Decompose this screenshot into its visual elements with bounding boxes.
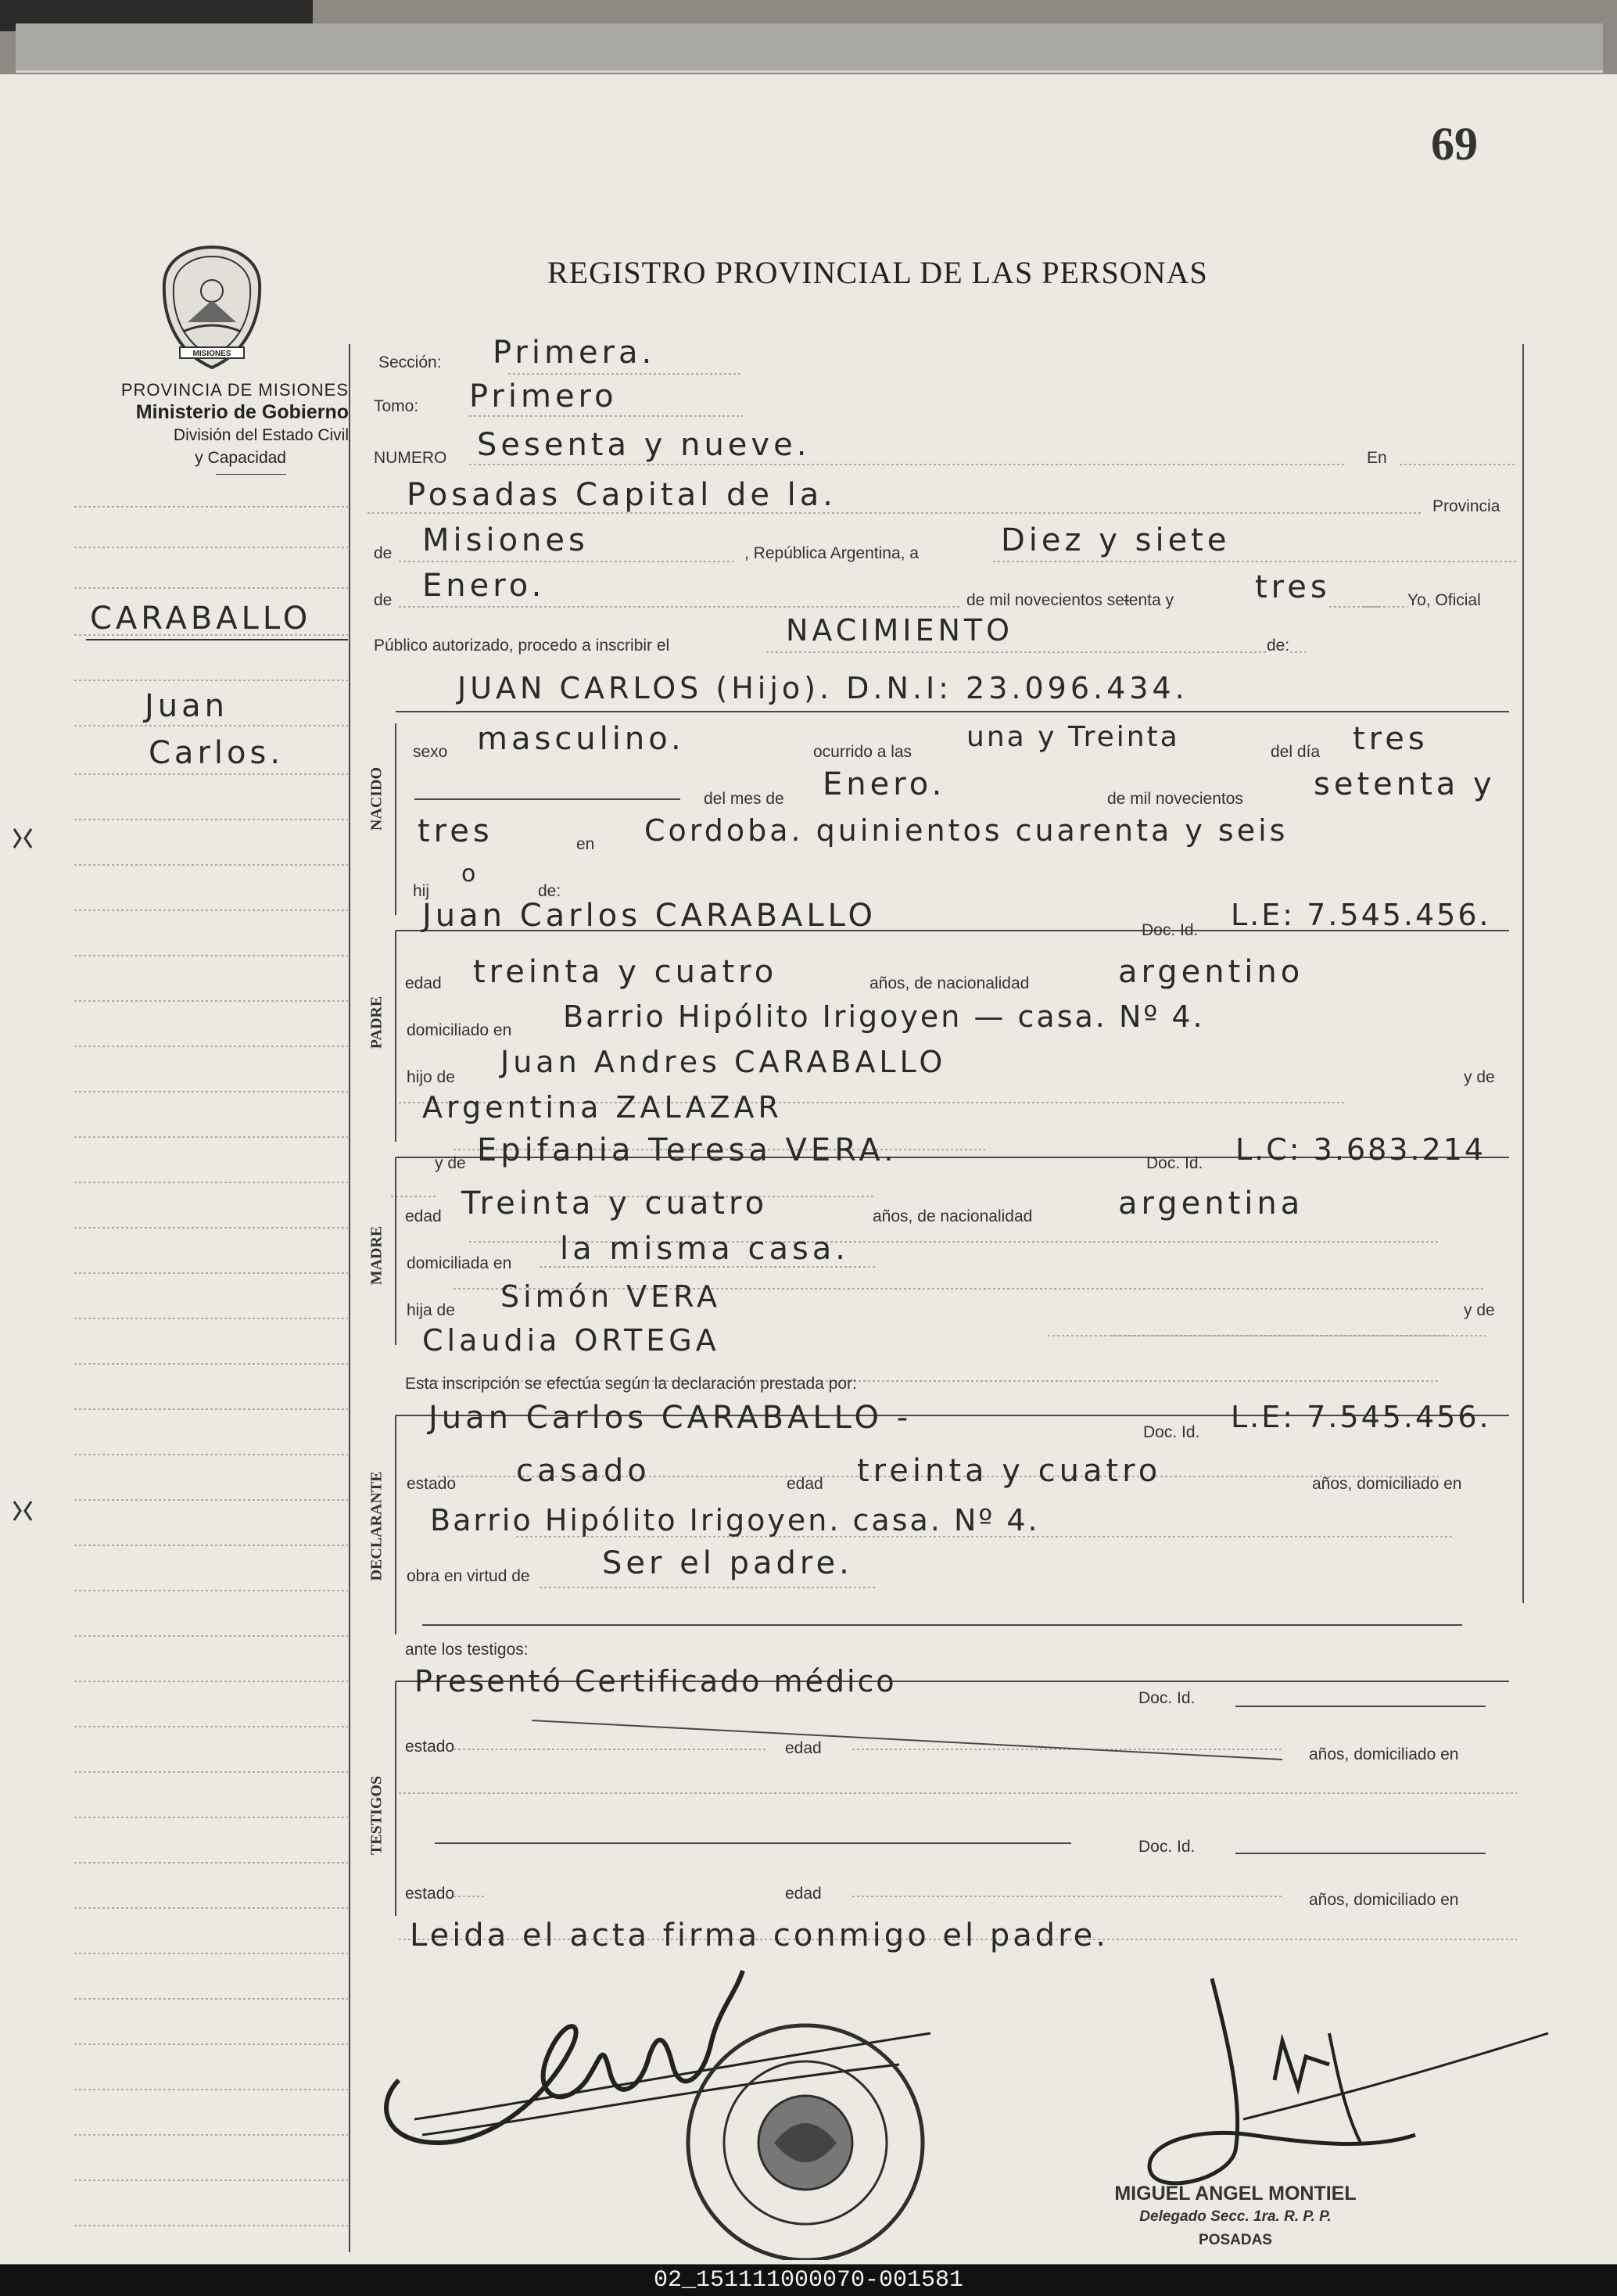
value-hora: una y Treinta — [966, 721, 1180, 753]
issuing-authority — [70, 378, 349, 475]
label-de-2: de — [374, 591, 393, 609]
label-testigo-1-domicilio: años, domiciliado en — [1309, 1745, 1459, 1763]
value-hij-suffix: o — [461, 860, 480, 888]
official-stamp-text — [1071, 2182, 1400, 2252]
page-title: REGISTRO PROVINCIAL DE LAS PERSONAS — [547, 255, 1208, 290]
official-name: MIGUEL ANGEL MONTIEL — [1114, 2183, 1357, 2205]
value-padre-madre: Argentina ZALAZAR — [422, 1090, 783, 1125]
label-ocurrido: ocurrido a las — [813, 743, 912, 761]
value-declarante-dom: Barrio Hipólito Irigoyen. casa. Nº 4. — [430, 1503, 1040, 1537]
margin-given-1: Juan — [145, 688, 229, 724]
margin-surname: CARABALLO — [90, 601, 312, 637]
value-madre-nac: argentina — [1118, 1186, 1304, 1222]
label-madre-y-de: y de — [435, 1154, 466, 1172]
label-madre-edad: edad — [405, 1207, 442, 1225]
label-testigo-1-edad: edad — [785, 1739, 822, 1757]
official-city: POSADAS — [1199, 2232, 1272, 2248]
value-declarante-estado: casado — [516, 1453, 651, 1489]
label-madre-domicilio: domiciliada en — [407, 1254, 512, 1272]
section-label-nacido: NACIDO — [368, 766, 385, 831]
value-declarante-virtud: Ser el padre. — [602, 1545, 853, 1581]
label-padre-doc: Doc. Id. — [1142, 921, 1199, 939]
label-en: En — [1367, 449, 1387, 467]
value-madre-padre: Simón VERA — [500, 1279, 721, 1314]
value-madre-madre: Claudia ORTEGA — [422, 1323, 720, 1358]
org-province: PROVINCIA DE MISIONES — [120, 380, 349, 400]
value-padre-edad: treinta y cuatro — [473, 954, 778, 990]
label-madre-y-de: y de — [1464, 1301, 1495, 1319]
label-testigo-1-doc: Doc. Id. — [1138, 1689, 1196, 1707]
value-padre-nombre: Juan Carlos CARABALLO — [422, 898, 877, 934]
value-fecha-dia: Diez y siete — [1001, 522, 1231, 558]
image-caption: 02_151111000070-001581 — [0, 2265, 1617, 2296]
label-mil-novecientos-2: de mil novecientos — [1107, 790, 1243, 808]
label-testigo-2-estado: estado — [405, 1885, 455, 1903]
label-tomo: Tomo: — [374, 397, 419, 415]
value-testigo-1: Presentó Certificado médico — [414, 1664, 897, 1699]
label-declarante-estado: estado — [407, 1475, 457, 1493]
label-de-4: de: — [538, 882, 561, 900]
official-role: Delegado Secc. 1ra. R. P. P. — [1139, 2208, 1332, 2225]
label-padre-y-de: y de — [1464, 1068, 1495, 1086]
label-padre-domicilio: domiciliado en — [407, 1021, 512, 1039]
official-signature-icon — [1149, 1979, 1415, 2183]
value-acto: NACIMIENTO — [786, 613, 1014, 648]
value-mes: Enero. — [823, 766, 946, 802]
value-seccion: Primera. — [493, 335, 656, 371]
value-sexo: masculino. — [477, 721, 685, 757]
label-en-2: en — [576, 835, 595, 853]
value-lugar: Posadas Capital de la. — [407, 477, 837, 513]
label-testigo-2-domicilio: años, domiciliado en — [1309, 1891, 1459, 1909]
label-de-3: de: — [1267, 637, 1290, 655]
value-fecha-anio: tres — [1255, 569, 1331, 605]
label-del-dia: del día — [1271, 743, 1321, 761]
value-madre-doc: L.C: 3.683.214 — [1235, 1132, 1486, 1167]
value-padre-doc: L.E: 7.545.456. — [1231, 898, 1491, 932]
value-padre-padre: Juan Andres CARABALLO — [500, 1045, 947, 1079]
label-declarante-edad: edad — [787, 1475, 823, 1493]
label-mil-novecientos-1: de mil novecientos setenta y — [966, 591, 1174, 609]
label-numero: NUMERO — [374, 449, 447, 467]
label-madre-nacionalidad: años, de nacionalidad — [873, 1207, 1033, 1225]
label-testigo-2-edad: edad — [785, 1885, 822, 1903]
org-rule — [216, 474, 286, 475]
official-stamp-icon — [688, 2025, 923, 2260]
value-dia: tres — [1353, 721, 1429, 757]
value-nacido-nombre: JUAN CARLOS (Hijo). D.N.I: 23.096.434. — [457, 671, 1189, 705]
label-padre-edad: edad — [405, 974, 442, 992]
label-padre-nacionalidad: años, de nacionalidad — [869, 974, 1030, 992]
label-publico: Público autorizado, procedo a inscribir el — [374, 637, 670, 655]
org-capacity: y Capacidad — [195, 449, 286, 467]
value-anio: setenta y — [1314, 766, 1496, 802]
margin-given-2: Carlos. — [149, 735, 285, 771]
label-testigo-1-estado: estado — [405, 1738, 455, 1756]
value-madre-dom: la misma casa. — [560, 1231, 850, 1267]
org-ministry: Ministerio de Gobierno — [135, 401, 349, 423]
value-declarante-edad: treinta y cuatro — [857, 1453, 1162, 1489]
provincial-seal-icon — [156, 244, 267, 371]
section-label-padre: PADRE — [368, 996, 385, 1049]
section-label-declarante: DECLARANTE — [368, 1471, 385, 1581]
label-sexo: sexo — [413, 743, 448, 761]
label-republica: , República Argentina, a — [744, 544, 919, 562]
value-fecha-mes: Enero. — [422, 568, 546, 604]
label-hij: hij — [413, 882, 430, 900]
label-testigo-2-doc: Doc. Id. — [1138, 1838, 1196, 1856]
label-provincia: Provincia — [1432, 497, 1500, 515]
value-numero: Sesenta y nueve. — [477, 427, 811, 463]
value-provincia: Misiones — [422, 522, 589, 558]
label-de-1: de — [374, 544, 393, 562]
label-madre-hija-de: hija de — [407, 1301, 455, 1319]
value-declarante-nombre: Juan Carlos CARABALLO - — [428, 1400, 912, 1436]
label-del-mes: del mes de — [704, 790, 784, 808]
value-tomo: Primero — [469, 378, 618, 414]
value-lugar-nac: Cordoba. quinientos cuarenta y seis — [644, 813, 1289, 848]
label-declarante-domicilio: años, domiciliado en — [1312, 1475, 1462, 1493]
page-number: 69 — [1431, 118, 1478, 170]
label-inscripcion: Esta inscripción se efectúa según la declaración prestada por: — [405, 1375, 857, 1393]
label-padre-hijo-de: hijo de — [407, 1068, 455, 1086]
section-label-testigos: TESTIGOS — [368, 1775, 385, 1856]
value-madre-nombre: Epifania Teresa VERA. — [477, 1132, 898, 1168]
label-yo-oficial: Yo, Oficial — [1407, 591, 1481, 609]
value-cierre: Leida el acta firma conmigo el padre. — [410, 1918, 1109, 1953]
value-padre-nac: argentino — [1118, 954, 1304, 990]
svg-text:MISIONES: MISIONES — [192, 350, 231, 358]
value-anio-2: tres — [418, 813, 493, 849]
label-ante-testigos: ante los testigos: — [405, 1641, 529, 1659]
label-declarante-obra: obra en virtud de — [407, 1567, 530, 1585]
value-padre-dom: Barrio Hipólito Irigoyen — casa. Nº 4. — [563, 999, 1205, 1034]
value-declarante-doc: L.E: 7.545.456. — [1231, 1400, 1491, 1434]
label-seccion: Sección: — [378, 353, 442, 371]
org-division: División del Estado Civil — [173, 426, 349, 444]
value-madre-edad: Treinta y cuatro — [461, 1186, 769, 1222]
label-madre-doc: Doc. Id. — [1146, 1154, 1203, 1172]
section-label-madre: MADRE — [368, 1225, 385, 1286]
label-declarante-doc: Doc. Id. — [1143, 1423, 1200, 1441]
